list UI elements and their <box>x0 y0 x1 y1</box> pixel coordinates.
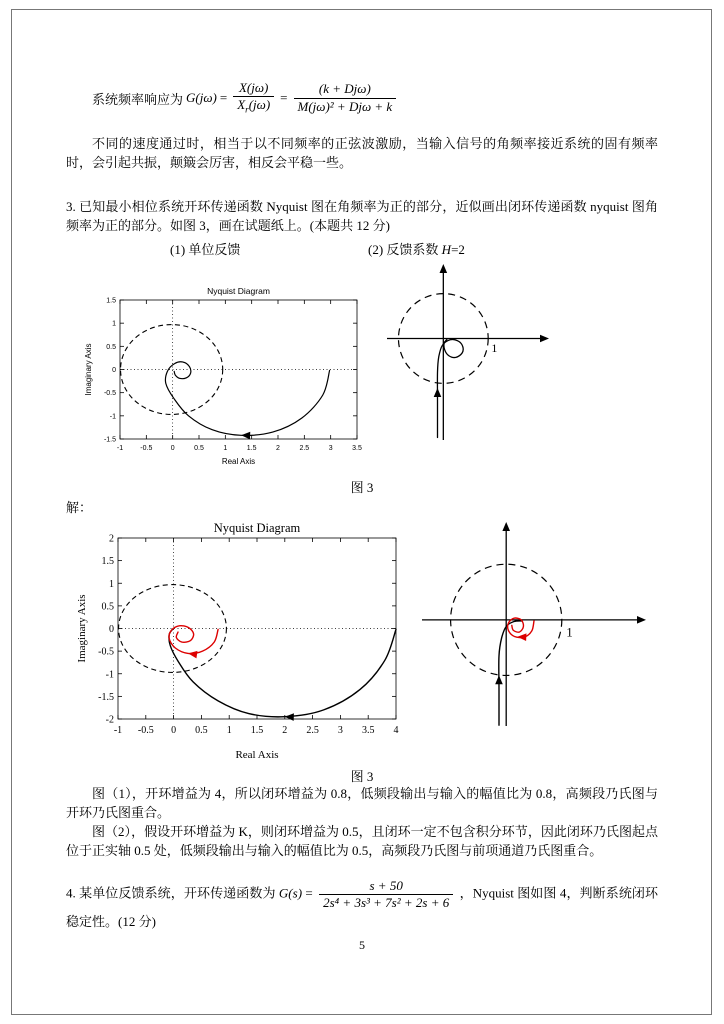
y-tick-label: 0 <box>112 366 116 374</box>
subitem-2-pre: (2) 反馈系数 <box>368 242 442 257</box>
x-tick-label: 2 <box>282 725 288 736</box>
y-tick-label: 1 <box>112 320 116 328</box>
unit-circle <box>121 325 223 415</box>
equals-sign-1: = <box>219 90 228 106</box>
x-tick-label: 0 <box>170 445 175 452</box>
analysis-figure-1: 图（1），开环增益为 4，所以闭环增益为 0.8，低频段输出与输入的幅值比为 0.8，高频段乃氏图与开环乃氏图重合。 <box>66 786 658 820</box>
y-tick-label: 1 <box>109 578 114 590</box>
closed-loop-curve <box>169 626 218 654</box>
x-tick-label: 3.5 <box>352 445 362 452</box>
plot-border <box>118 538 396 719</box>
page-number: 5 <box>359 938 365 952</box>
x-tick-label: -0.5 <box>140 445 153 452</box>
y-axis-label: Imaginary Axis <box>84 343 93 396</box>
y-tick-label: -1.5 <box>98 691 114 703</box>
y-tick-label: 1.5 <box>101 556 114 568</box>
den-base: X <box>237 97 246 113</box>
y-tick-label: -1 <box>105 669 114 681</box>
figure-3-caption-bottom: 图 3 <box>350 769 374 784</box>
x-tick-label: 0 <box>171 725 177 736</box>
x-axis-label: Real Axis <box>221 457 256 466</box>
x-tick-label: 0.5 <box>194 445 204 452</box>
q4-fraction <box>319 878 453 912</box>
fraction-1 <box>233 80 274 116</box>
direction-arrow <box>285 713 294 721</box>
formula-lhs: G(jω) <box>186 90 217 106</box>
direction-arrow <box>495 675 503 684</box>
nyquist-plot-hand-question <box>385 262 551 442</box>
x-tick-label: -0.5 <box>137 725 154 736</box>
solution-label: 解： <box>66 500 93 515</box>
nyquist-plot-solution-large <box>72 516 404 763</box>
q4-fraction-numerator: s + 50 <box>369 878 403 893</box>
q4-lhs: G(s) <box>278 885 303 901</box>
subitem-1-label: (1) 单位反馈 <box>170 242 241 257</box>
fraction-2-denominator: M(jω)² + Djω + k <box>294 98 397 115</box>
y-tick-label: 0.5 <box>101 601 114 613</box>
nyquist-plot-open-loop-small <box>82 284 367 469</box>
den-subscript: r <box>245 104 249 115</box>
fraction-1-numerator: X(jω) <box>238 80 269 95</box>
analysis-figure-2: 图（2），假设开环增益为 K，则闭环增益为 0.5，且闭环一定不包含积分环节，因此闭环乃氏图起点位于正实轴 0.5 处，低频段输出与输入的幅值比为 0.5，高频段乃氏图与前项通道乃氏图重合。 <box>66 824 658 858</box>
direction-arrow <box>517 633 526 641</box>
frequency-response-line <box>92 80 399 116</box>
q4-equals: = <box>305 885 313 901</box>
open-loop-curve <box>165 362 329 436</box>
x-tick-label: 1.5 <box>250 725 264 736</box>
figure-solution-nyquist-large <box>72 516 404 763</box>
fraction-2 <box>294 81 397 115</box>
y-tick-label: 0.5 <box>106 343 116 351</box>
x-tick-label: -1 <box>113 725 123 736</box>
unity-point-label: 1 <box>491 341 498 355</box>
direction-arrow <box>540 335 549 343</box>
nyquist-plot-hand-solution <box>420 520 648 728</box>
figure-3-caption-top: 图 3 <box>350 480 374 495</box>
y-tick-label: -1.5 <box>103 436 116 444</box>
open-loop-curve <box>437 339 463 437</box>
x-tick-label: 1 <box>223 445 228 452</box>
x-axis-label: Real Axis <box>235 749 279 761</box>
subitem-2-label <box>368 239 465 258</box>
q4-suffix: ，Nyquist 图如图 4，判断系统闭环稳定性。(12 分) <box>66 885 659 929</box>
y-tick-label: -2 <box>105 714 114 726</box>
chart-title: Nyquist Diagram <box>207 286 270 296</box>
fraction-2-numerator: (k + Djω) <box>318 81 371 97</box>
x-tick-label: 4 <box>393 725 399 736</box>
y-tick-label: -0.5 <box>98 646 114 658</box>
unity-point-label: 1 <box>566 624 573 640</box>
direction-arrow <box>502 522 510 531</box>
y-tick-label: -0.5 <box>103 390 116 398</box>
question-3-text: 3. 已知最小相位系统开环传递函数 Nyquist 图在角频率为正的部分，近似画出闭环传递函数 nyquist 图角频率为正的部分。如图 3，画在试题纸上。(本题共 12 分) <box>66 199 658 233</box>
x-tick-label: -1 <box>116 445 124 452</box>
direction-arrow <box>241 431 250 439</box>
chart-title: Nyquist Diagram <box>213 521 301 535</box>
intro-prefix: 系统频率响应为 <box>92 91 184 107</box>
fraction-1-denominator <box>233 96 274 116</box>
direction-arrow <box>637 616 646 624</box>
y-tick-label: 1.5 <box>106 297 116 305</box>
q4-prefix: 4. 某单位反馈系统，开环传递函数为 <box>66 885 276 901</box>
figure-hand-nyquist-question <box>385 262 551 442</box>
question-3-subitems <box>0 239 724 259</box>
subitem-2-value: =2 <box>451 242 465 257</box>
open-loop-curve <box>169 629 396 716</box>
x-tick-label: 0.5 <box>195 725 208 736</box>
y-tick-label: 2 <box>109 533 114 545</box>
x-tick-label: 2 <box>276 445 280 452</box>
question-4-text <box>66 878 658 931</box>
direction-arrow <box>434 388 442 397</box>
y-tick-label: -1 <box>109 413 116 421</box>
q4-fraction-denominator: 2s⁴ + 3s³ + 7s² + 2s + 6 <box>319 894 453 911</box>
x-tick-label: 3 <box>328 445 333 452</box>
x-tick-label: 3 <box>337 725 343 736</box>
x-tick-label: 1.5 <box>246 445 257 452</box>
x-tick-label: 1 <box>226 725 232 736</box>
x-tick-label: 3.5 <box>361 725 375 736</box>
x-tick-label: 2.5 <box>306 725 319 736</box>
den-rest: (jω) <box>248 97 271 113</box>
direction-arrow <box>440 264 448 273</box>
figure-hand-nyquist-solution <box>420 520 648 728</box>
y-axis-label: Imaginary Axis <box>76 594 88 663</box>
x-tick-label: 2.5 <box>299 445 310 452</box>
subitem-2-variable: H <box>441 242 452 257</box>
y-tick-label: 0 <box>109 624 114 635</box>
equals-sign-2: = <box>280 90 288 106</box>
resonance-paragraph: 不同的速度通过时，相当于以不同频率的正弦波激励，当输入信号的角频率接近系统的固有频率时，会引起共振，颠簸会厉害，相反会平稳一些。 <box>66 136 658 170</box>
figure-open-loop-nyquist-small <box>82 284 367 469</box>
